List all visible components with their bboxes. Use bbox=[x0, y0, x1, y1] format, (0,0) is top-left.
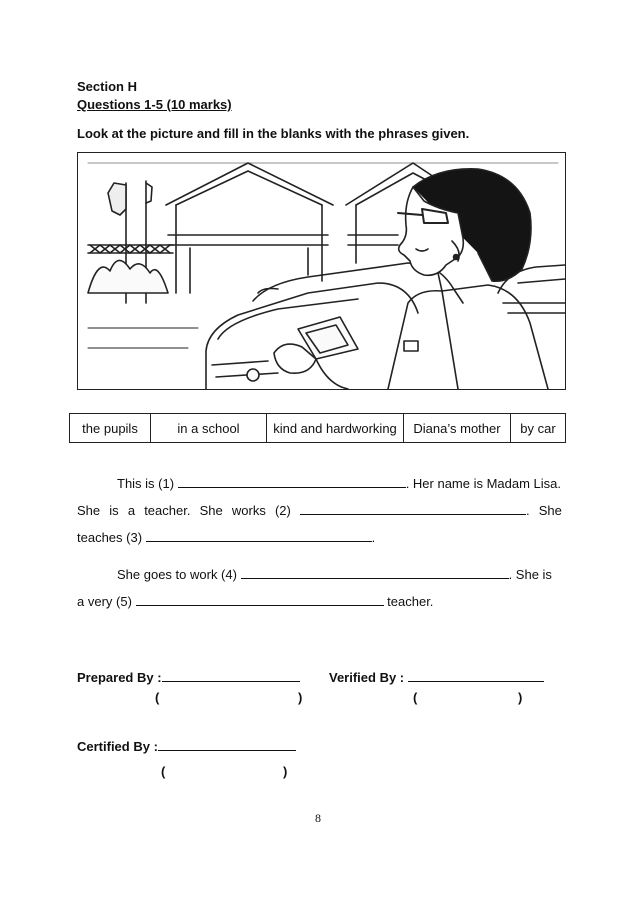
answer-blank-4[interactable] bbox=[241, 567, 509, 579]
passage-text: . bbox=[371, 530, 376, 545]
passage-word: She bbox=[77, 503, 101, 518]
passage-line bbox=[117, 567, 562, 582]
passage-text: a very (5) bbox=[77, 594, 132, 609]
prepared-by-line[interactable] bbox=[162, 669, 300, 682]
phrase-cell: in a school bbox=[151, 414, 267, 443]
passage-text: teacher. bbox=[387, 594, 434, 609]
instruction-text: Look at the picture and fill in the blanks with the phrases given. bbox=[77, 126, 470, 141]
open-paren: ( bbox=[161, 764, 166, 779]
open-paren: ( bbox=[413, 690, 418, 705]
passage-word: works bbox=[231, 503, 266, 518]
phrase-cell: by car bbox=[511, 414, 566, 443]
prepared-by-row bbox=[77, 669, 300, 685]
close-paren: ) bbox=[298, 690, 303, 705]
illustration-drawing bbox=[78, 153, 565, 389]
certified-by-row bbox=[77, 738, 296, 754]
passage-line bbox=[77, 594, 562, 609]
verified-by-row bbox=[329, 669, 544, 685]
passage-word: (2) bbox=[274, 503, 291, 518]
certified-by-label: Certified By : bbox=[77, 739, 158, 754]
passage-word: is bbox=[109, 503, 119, 518]
answer-blank-5[interactable] bbox=[136, 594, 384, 606]
answer-blank-3[interactable] bbox=[146, 530, 372, 542]
prepared-by-label: Prepared By : bbox=[77, 670, 162, 685]
section-title: Section H bbox=[77, 79, 137, 94]
certified-by-line[interactable] bbox=[158, 738, 296, 751]
questions-heading: Questions 1-5 (10 marks) bbox=[77, 97, 232, 112]
verified-by-line[interactable] bbox=[408, 669, 544, 682]
passage-line bbox=[77, 530, 562, 545]
illustration-teacher-by-car bbox=[77, 152, 566, 390]
answer-blank-2[interactable] bbox=[300, 503, 526, 515]
passage-word: She bbox=[538, 503, 562, 518]
verified-by-label: Verified By : bbox=[329, 670, 405, 685]
passage-word: a bbox=[127, 503, 136, 518]
phrase-cell: Diana’s mother bbox=[404, 414, 511, 443]
passage-text: She goes to work (4) bbox=[117, 567, 237, 582]
page-number: 8 bbox=[315, 811, 321, 825]
passage-line bbox=[117, 476, 562, 491]
passage-word: teacher. bbox=[144, 503, 191, 518]
passage-text: teaches (3) bbox=[77, 530, 143, 545]
close-paren: ) bbox=[518, 690, 523, 705]
passage-text: . She is bbox=[508, 567, 552, 582]
passage-line: She is a teacher. She works (2) . She bbox=[77, 503, 562, 518]
phrase-cell: the pupils bbox=[70, 414, 151, 443]
passage-word: She bbox=[199, 503, 223, 518]
passage-text: . Her name is Madam Lisa. bbox=[405, 476, 562, 491]
passage-text: This is (1) bbox=[117, 476, 175, 491]
close-paren: ) bbox=[283, 764, 288, 779]
answer-blank-1[interactable] bbox=[178, 476, 406, 488]
phrase-bank bbox=[69, 413, 566, 443]
phrase-cell: kind and hardworking bbox=[267, 414, 404, 443]
open-paren: ( bbox=[155, 690, 160, 705]
